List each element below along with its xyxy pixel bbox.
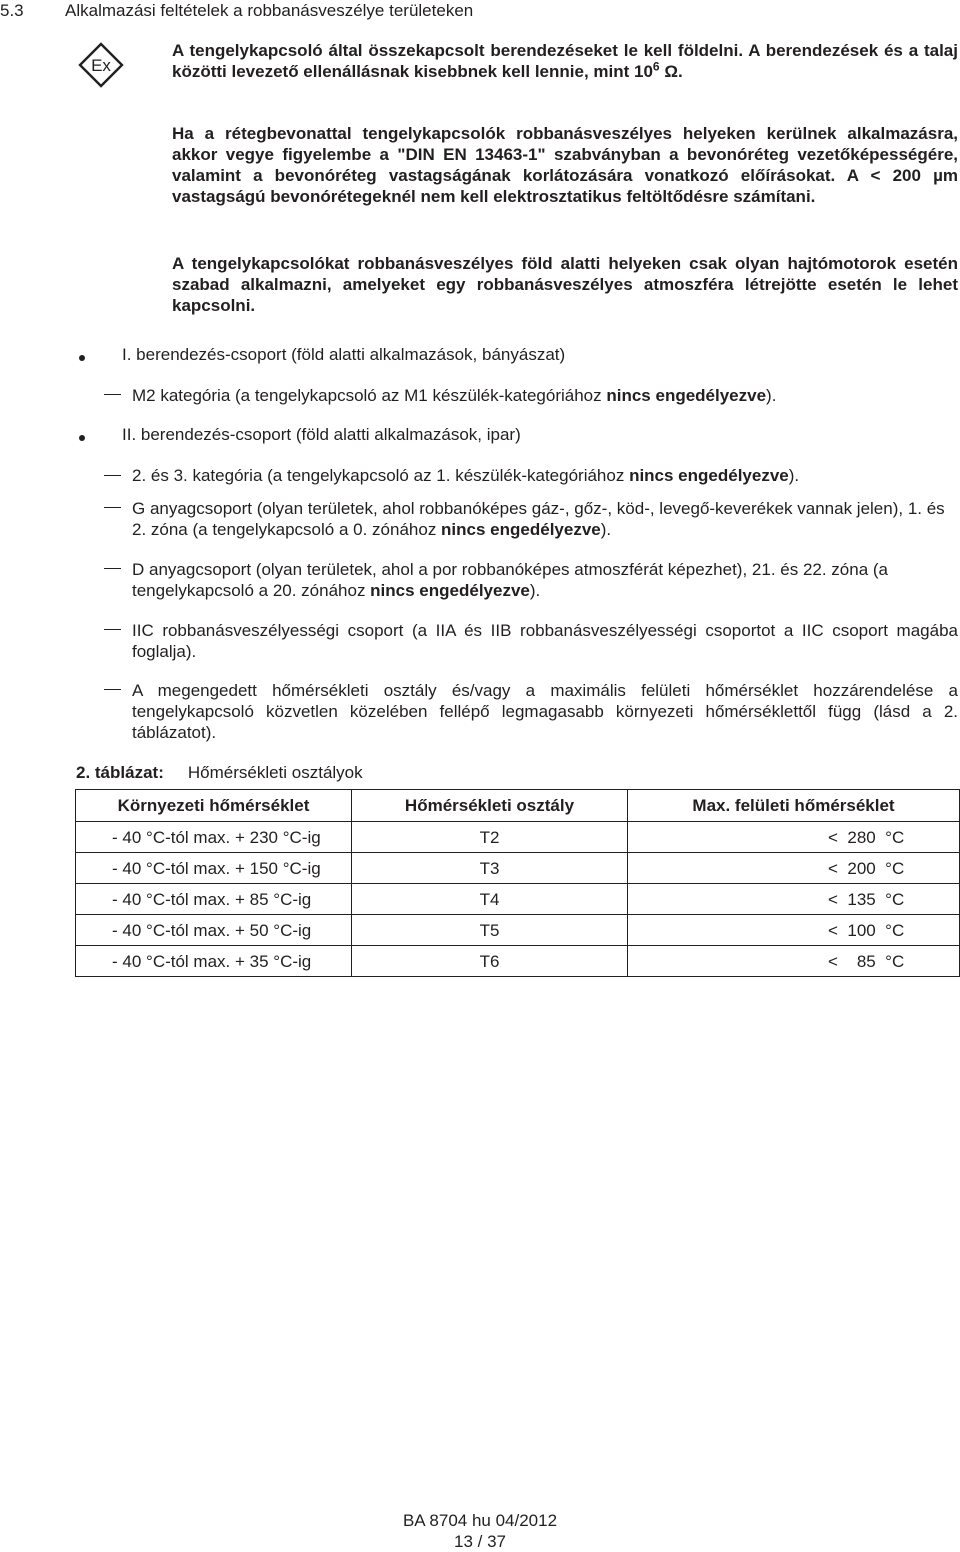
table-cell: T2 (352, 822, 628, 853)
table-header-row (76, 790, 960, 822)
motor-paragraph: A tengelykapcsolókat robbanásveszélyes föld alatti helyeken csak olyan hajtómotorok esetén szabad alkalmazni, amelyeket egy robbanásveszélyes atmoszféra létrejötte esetén le lehet kapcsolni. (172, 254, 958, 315)
group1-item-m2: M2 kategória (a tengelykapcsoló az M1 készülék-kategóriához nincs engedélyezve). (132, 386, 777, 405)
bullet-icon (76, 428, 88, 440)
group2-item-gas: G anyagcsoport (olyan területek, ahol robbanóképes gáz-, gőz-, köd-, levegő-keverékek vannak jelen), 1. és 2. zóna (a tengelykapcsoló a 0. zónához nincs engedélyezve). (132, 499, 945, 539)
dash-icon (104, 568, 121, 569)
table-cell: T5 (352, 915, 628, 946)
dash-icon (104, 629, 121, 630)
table-row (76, 884, 960, 915)
group2-item-iic: IIC robbanásveszélyességi csoport (a IIA és IIB robbanásveszélyességi csoportot a IIC csoport magába foglalja). (132, 621, 958, 661)
table-header: Hőmérsékleti osztály (352, 790, 628, 822)
dash-icon (104, 689, 121, 690)
section-title: Alkalmazási feltételek a robbanásveszélye területeken (65, 1, 474, 20)
table-cell: T6 (352, 946, 628, 977)
group2-title: II. berendezés-csoport (föld alatti alkalmazások, ipar) (122, 425, 521, 444)
dash-icon (104, 507, 121, 508)
group2-item-category: 2. és 3. kategória (a tengelykapcsoló az 1. készülék-kategóriához nincs engedélyezve). (132, 466, 800, 485)
table-cell: T3 (352, 853, 628, 884)
table-cell: < 280 °C (628, 822, 960, 853)
group2-item-dust: D anyagcsoport (olyan területek, ahol a por robbanóképes atmoszférát képezhet), 21. és 22. zóna (a tengelykapcsoló a 20. zónához nincs engedélyezve). (132, 560, 889, 600)
table-cell: - 40 °C-tól max. + 85 °C-ig (76, 884, 352, 915)
table-cell: - 40 °C-tól max. + 150 °C-ig (76, 853, 352, 884)
bullet-icon (76, 348, 88, 360)
table-row (76, 853, 960, 884)
temperature-class-table (75, 789, 960, 977)
table-row (76, 822, 960, 853)
footer-doc-id: BA 8704 hu 04/2012 (402, 1511, 558, 1530)
table-header: Környezeti hőmérséklet (76, 790, 352, 822)
table-cell: < 200 °C (628, 853, 960, 884)
table-cell: T4 (352, 884, 628, 915)
table-cell: - 40 °C-tól max. + 230 °C-ig (76, 822, 352, 853)
table-cell: < 100 °C (628, 915, 960, 946)
ex-icon (78, 42, 124, 88)
table-cell: - 40 °C-tól max. + 50 °C-ig (76, 915, 352, 946)
section-number: 5.3 (0, 1, 24, 20)
table-cell: < 85 °C (628, 946, 960, 977)
group2-item-temperature: A megengedett hőmérsékleti osztály és/vagy a maximális felületi hőmérséklet hozzárendelése a tengelykapcsoló közvetlen közelében fellépő legmagasabb környezeti hőmérséklettől függ (lásd a 2. táblázatot). (132, 681, 958, 742)
table-caption: 2. táblázat: Hőmérsékleti osztályok (76, 763, 363, 782)
footer-page-number: 13 / 37 (454, 1532, 506, 1551)
dash-icon (104, 475, 121, 476)
group1-title: I. berendezés-csoport (föld alatti alkalmazások, bányászat) (122, 345, 566, 364)
table-cell: < 135 °C (628, 884, 960, 915)
table-row (76, 915, 960, 946)
coating-paragraph: Ha a rétegbevonattal tengelykapcsolók robbanásveszélyes helyeken kerülnek alkalmazásra, akkor vegye figyelembe a "DIN EN 13463-1" szabványban a bevonóréteg vezetőképességére, valamint a bevonóréteg vastagságának korlátozására vonatkozó előírásokat. A < 200 µm vastagságú bevonórétegeknél nem kell elektrosztatikus feltöltődésre számítani. (172, 124, 958, 206)
table-row (76, 946, 960, 977)
svg-text:Ex: Ex (91, 56, 111, 75)
dash-icon (104, 394, 121, 395)
table-cell: - 40 °C-tól max. + 35 °C-ig (76, 946, 352, 977)
table-header: Max. felületi hőmérséklet (628, 790, 960, 822)
grounding-paragraph: A tengelykapcsoló által összekapcsolt berendezéseket le kell földelni. A berendezések és a talaj közötti levezető ellenállásnak kisebbnek kell lennie, mint $10^6$ Ω. (172, 41, 958, 81)
